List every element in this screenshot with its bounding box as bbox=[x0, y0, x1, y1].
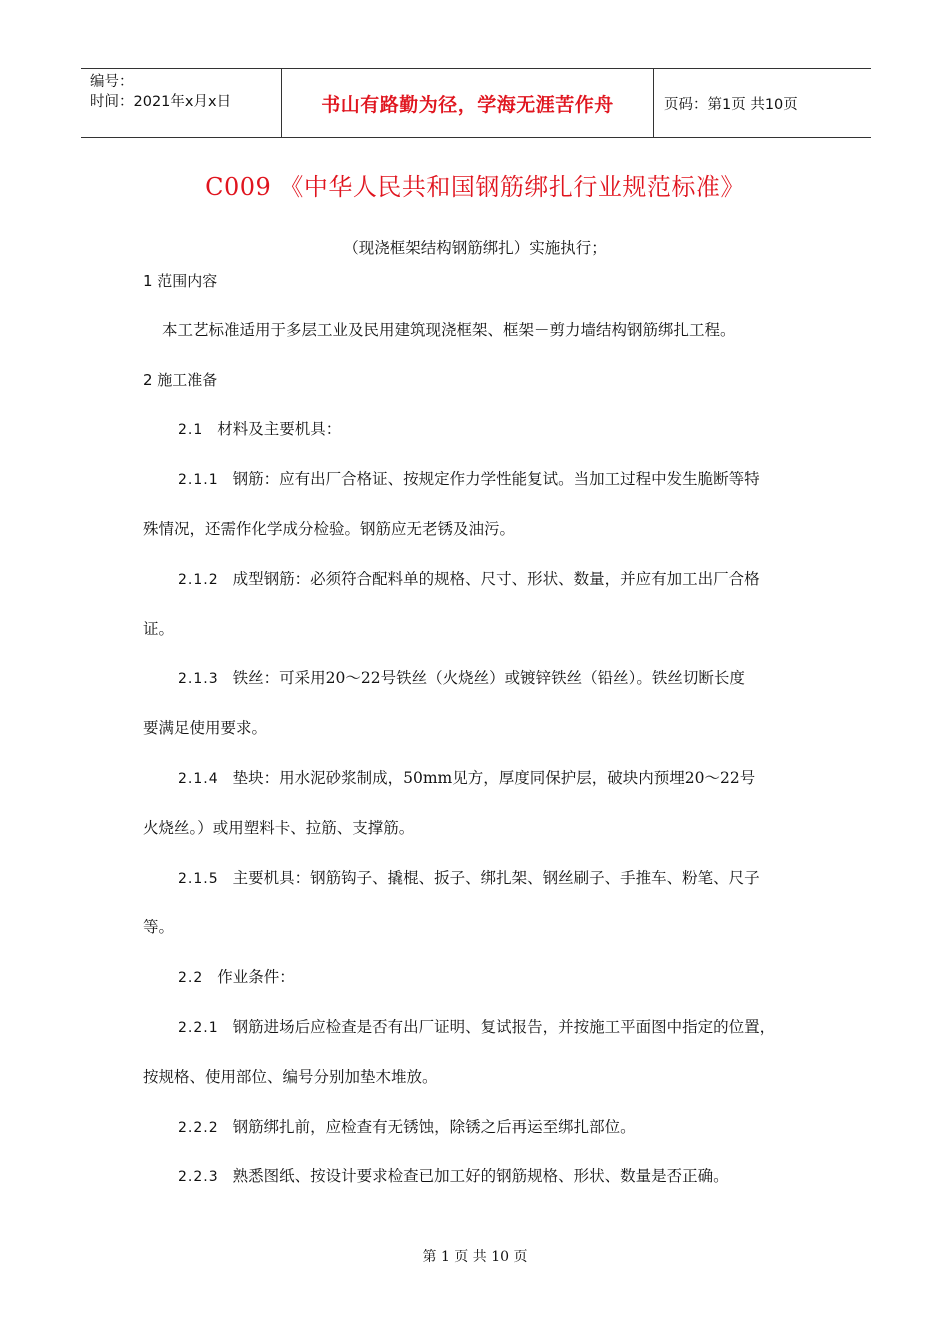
header-table bbox=[81, 68, 871, 138]
clause-text: 熟悉图纸、按设计要求检查已加工好的钢筋规格、形状、数量是否正确。 bbox=[232, 1167, 729, 1185]
clause-number: 2.1.2 bbox=[178, 572, 219, 588]
header-motto: 书山有路勤为径，学海无涯苦作舟 bbox=[282, 69, 654, 137]
clause-2-1-4-continued: 火烧丝。）或用塑料卡、拉筋、支撑筋。 bbox=[143, 819, 415, 837]
clause-2-1-1 bbox=[178, 468, 760, 491]
clause-text: 钢筋绑扎前，应检查有无锈蚀，除锈之后再运至绑扎部位。 bbox=[232, 1118, 636, 1136]
clause-number: 2.2.1 bbox=[178, 1020, 219, 1036]
clause-text: 垫块：用水泥砂浆制成，50mm见方，厚度同保护层，破块内预埋20～22号 bbox=[232, 769, 756, 787]
page-footer: 第 1 页 共 10 页 bbox=[422, 1249, 528, 1265]
clause-number: 2.1.4 bbox=[178, 771, 219, 787]
clause-number: 2.2 bbox=[178, 970, 204, 986]
clause-number: 2.1.3 bbox=[178, 671, 219, 687]
header-page-info: 页码：第1页 共10页 bbox=[664, 96, 798, 113]
clause-number: 2.1.1 bbox=[178, 472, 219, 488]
clause-2-2-1 bbox=[178, 1016, 775, 1039]
clause-2-1-2 bbox=[178, 568, 760, 591]
clause-text: 作业条件： bbox=[217, 968, 295, 986]
clause-2-2 bbox=[178, 966, 295, 989]
clause-number: 2.1.5 bbox=[178, 871, 219, 887]
clause-2-1-4 bbox=[178, 767, 755, 790]
clause-2-1-1-continued: 殊情况，还需作化学成分检验。钢筋应无老锈及油污。 bbox=[143, 520, 516, 538]
clause-number: 2.2.3 bbox=[178, 1169, 219, 1185]
clause-2-1-3 bbox=[178, 667, 745, 690]
clause-number: 2.1 bbox=[178, 422, 204, 438]
document-title: C009 《中华人民共和国钢筋绑扎行业规范标准》 bbox=[205, 173, 745, 201]
clause-2-1-2-continued: 证。 bbox=[143, 620, 175, 638]
header-time-label: 时间：2021年x月x日 bbox=[90, 94, 232, 110]
clause-text: 材料及主要机具： bbox=[217, 420, 342, 438]
clause-text: 主要机具：钢筋钩子、撬棍、扳子、绑扎架、钢丝刷子、手推车、粉笔、尺子 bbox=[232, 869, 760, 887]
clause-2-1-3-continued: 要满足使用要求。 bbox=[143, 719, 268, 737]
header-number-label: 编号： bbox=[90, 74, 134, 90]
document-subtitle: （现浇框架结构钢筋绑扎）实施执行； bbox=[343, 239, 607, 257]
clause-2-2-2 bbox=[178, 1116, 636, 1139]
clause-2-2-3 bbox=[178, 1165, 729, 1188]
clause-2-1 bbox=[178, 418, 341, 441]
clause-2-2-1-continued: 按规格、使用部位、编号分别加垫木堆放。 bbox=[143, 1068, 438, 1086]
section-1-heading: 1 范围内容 bbox=[143, 272, 218, 290]
clause-2-1-5-continued: 等。 bbox=[143, 918, 175, 936]
section-1-body: 本工艺标准适用于多层工业及民用建筑现浇框架、框架－剪力墙结构钢筋绑扎工程。 bbox=[162, 321, 736, 339]
section-2-heading: 2 施工准备 bbox=[143, 371, 218, 389]
clause-number: 2.2.2 bbox=[178, 1120, 219, 1136]
clause-text: 成型钢筋：必须符合配料单的规格、尺寸、形状、数量，并应有加工出厂合格 bbox=[232, 570, 760, 588]
clause-2-1-5 bbox=[178, 867, 760, 890]
clause-text: 铁丝：可采用20～22号铁丝（火烧丝）或镀锌铁丝（铅丝）。铁丝切断长度 bbox=[232, 669, 745, 687]
clause-text: 钢筋：应有出厂合格证、按规定作力学性能复试。当加工过程中发生脆断等特 bbox=[232, 470, 760, 488]
header-meta-cell bbox=[81, 69, 282, 137]
clause-text: 钢筋进场后应检查是否有出厂证明、复试报告，并按施工平面图中指定的位置， bbox=[232, 1018, 776, 1036]
